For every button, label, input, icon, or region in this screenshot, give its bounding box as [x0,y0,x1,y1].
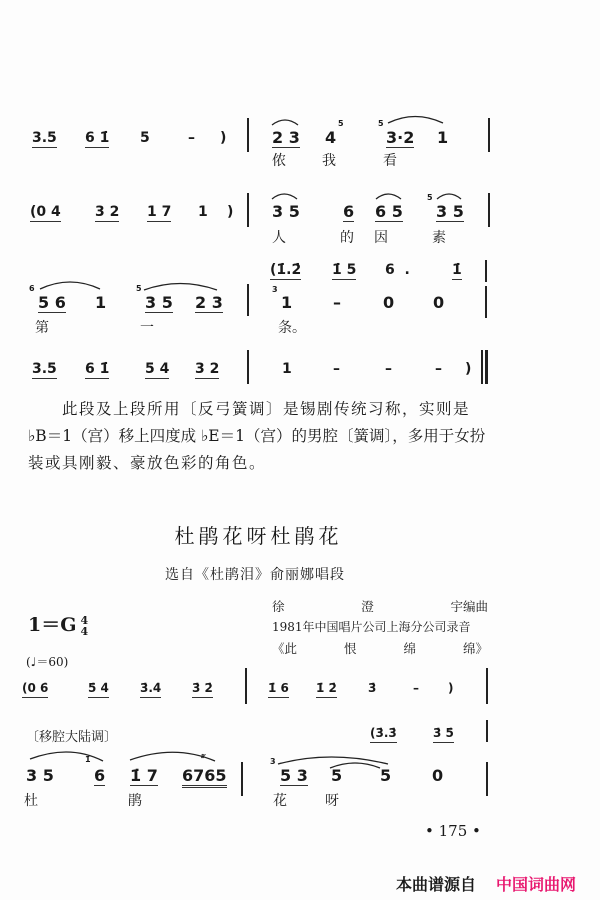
slur [272,194,297,199]
barline [485,286,487,318]
note: 6 [94,766,106,785]
slur [30,752,103,761]
watermark-brand[interactable]: 中国词曲网 [496,875,577,894]
note: 5 [331,766,343,785]
credit-text: 恨 [343,641,357,656]
note: 5 [380,766,392,785]
barline [245,668,247,704]
slur [144,284,217,291]
paren: ) [220,130,227,146]
note: 1 [282,361,292,377]
watermark-prefix: 本曲谱源自 [396,875,477,894]
credit-text: 宇编曲 [450,599,488,614]
grace-note: 1̇ [85,755,91,764]
credit-text: 绵》 [462,641,488,656]
note-group: 1̇ 7 [130,766,158,785]
section-label: 〔移腔大陆调〕 [26,730,118,745]
lyric: 人 [272,230,286,246]
lyric: 的 [340,230,354,246]
note: 1 [281,293,293,312]
note-group: 3.5 [32,130,57,146]
dash: – [413,681,419,695]
note-group: 3 5 [26,766,54,785]
key-signature [28,610,88,637]
slur [437,194,461,199]
slur [272,120,298,125]
credit-text: 绵 [403,641,416,656]
grace-note: 5 [136,284,142,293]
dash: – [333,361,340,377]
lyric: 因 [374,230,388,246]
note: 5 [140,130,150,146]
note-group: (0 4 [30,204,61,220]
lyric: 看 [383,153,397,169]
barline [486,720,488,742]
dash: – [333,293,341,312]
tempo-marking: (♩＝60) [26,655,69,669]
note-group: 3·2 [386,128,415,147]
paren: ) [227,204,234,220]
credit-recording: 1981年中国唱片公司上海分公司录音 [272,620,471,634]
time-top: 4 [80,614,89,627]
key: 1＝G [28,614,77,636]
grace-note: 6 [29,284,35,293]
note-group: 3̇.4̇ [140,680,161,698]
credit-text: 徐 [272,599,285,614]
time-bottom: 4 [80,625,89,638]
lyric: 我 [322,153,336,169]
paren: ) [448,681,454,695]
grace-note: 5 [427,193,433,202]
note-group: 5 3 [280,766,308,785]
mordent-icon: 𝆖 [201,751,206,760]
watermark [396,872,576,895]
note-group: 1̇ 6 [268,680,289,698]
lyric: 条。 [278,320,306,336]
note: 0 [432,766,444,785]
slur [388,117,443,124]
barline [486,668,488,704]
lyric: 侬 [272,153,286,169]
note: 3̇ [368,681,377,695]
lyric: 素 [432,230,446,246]
barline [247,193,249,227]
note-group: 3 2 [195,361,220,377]
note-group: 1̇ 5 [332,262,357,278]
dash: – [435,361,442,377]
grace-note: 3 [272,285,278,294]
note: 0 [433,293,445,312]
note-group: 2 3 [272,128,300,147]
note-group: (0 6̇ [22,680,48,698]
credit-arranger [272,596,488,617]
time-signature [80,615,88,637]
note-group: 3 5 [436,202,464,221]
note-group: 3 2 [95,204,120,220]
barline [247,350,249,384]
note: 4 [325,128,337,147]
barline [485,260,487,282]
barline [247,118,249,152]
grace-note: 5 [378,119,384,128]
barline [488,118,490,152]
note-group: 6765 [182,768,227,788]
note-group: 1 7 [147,204,172,220]
barline [241,762,243,796]
note-group: 6 1̇ [85,130,110,146]
song-title: 杜鹃花呀杜鹃花 [174,524,343,548]
final-barline [481,350,483,384]
lyric: 呀 [325,793,339,809]
lyric: 花 [273,793,287,809]
barline [247,284,249,316]
lyric: 第 [35,320,49,336]
commentary-line: ♭B＝1（宫）移上四度成 ♭E＝1（宫）的男腔〔簧调〕，多用于女扮 [28,427,486,445]
note-group: 3̇ 2̇ [192,680,213,698]
grace-note: 5 [338,119,344,128]
barline [486,762,488,796]
note-group: 3̇ 5̇ [433,725,454,743]
lyric: 杜 [24,793,38,809]
note: 1̇ [452,262,462,278]
dash: – [385,361,392,377]
credit-text: 澄 [361,599,374,614]
slur [40,282,100,289]
note-group: 5 6 [38,293,66,312]
note: 6 . [385,262,410,278]
commentary-line: 此段及上段所用〔反弓簧调〕是锡剧传统习称，实则是 [62,400,471,418]
note: 6 [343,202,355,221]
commentary-line: 装或具刚毅、豪放色彩的角色。 [28,454,267,472]
note-group: 3.5 [32,361,57,377]
note: 1 [95,293,107,312]
dash: – [188,130,195,146]
credit-album [272,638,488,659]
note-group: (1̇.2̇ [270,262,302,278]
note-group: 3 5 [145,293,173,312]
barline [488,193,490,227]
page-number: • 175 • [425,822,481,840]
note: 1 [198,204,208,220]
lyric: 一 [140,320,154,336]
song-subtitle: 选自《杜鹃泪》俞丽娜唱段 [165,567,345,583]
slur [376,194,401,199]
slur [278,757,388,764]
note: 1 [437,128,449,147]
credit-text: 《此 [272,641,298,656]
note-group: 2 3 [195,293,223,312]
note: 0 [383,293,395,312]
note-group: 6 1̇ [85,361,110,377]
lyric: 鹃 [128,793,142,809]
note-group: 1̇ 2̇ [316,680,337,698]
paren: ) [465,361,472,377]
note-group: 3 5 [272,202,300,221]
note-group: 5 4 [145,361,170,377]
grace-note: 3 [270,757,276,766]
final-barline [485,350,488,384]
note-group: 6 5 [375,202,403,221]
note-group: 5̇ 4̇ [88,680,109,698]
note-group: (3̇.3̇ [370,725,397,743]
